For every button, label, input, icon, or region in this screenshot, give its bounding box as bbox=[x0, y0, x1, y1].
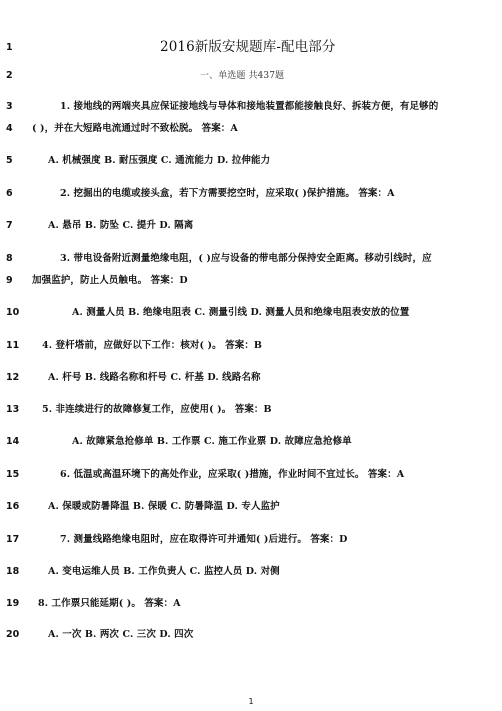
line-7 bbox=[0, 218, 502, 234]
line-12 bbox=[0, 370, 502, 386]
line-number: 16 bbox=[6, 501, 20, 512]
line-number: 4 bbox=[6, 123, 13, 134]
line-number: 3 bbox=[6, 101, 13, 112]
line-number: 18 bbox=[6, 566, 20, 577]
answer-options: A. 一次 B. 两次 C. 三次 D. 四次 bbox=[48, 629, 194, 640]
question-text-cont: 加强监护，防止人员触电。 答案：D bbox=[32, 275, 188, 286]
line-number: 6 bbox=[6, 188, 13, 199]
line-20 bbox=[0, 627, 502, 643]
line-number: 14 bbox=[6, 436, 20, 447]
line-number: 8 bbox=[6, 253, 13, 264]
question-text: 8. 工作票只能延期( )。 答案：A bbox=[38, 598, 181, 609]
question-text: 5. 非连续进行的故障修复工作，应使用( )。 答案：B bbox=[42, 404, 272, 415]
question-text: 7. 测量线路绝缘电阻时，应在取得许可并通知( )后进行。 答案：D bbox=[60, 534, 348, 545]
line-number: 19 bbox=[6, 598, 20, 609]
line-16 bbox=[0, 499, 502, 515]
line-13 bbox=[0, 402, 502, 418]
answer-options: A. 悬吊 B. 防坠 C. 提升 D. 隔离 bbox=[48, 220, 194, 231]
answer-options: A. 测量人员 B. 绝缘电阻表 C. 测量引线 D. 测量人员和绝缘电阻表安放的位置 bbox=[72, 307, 410, 318]
line-18 bbox=[0, 564, 502, 580]
line-number: 11 bbox=[6, 340, 20, 351]
line-4 bbox=[0, 121, 502, 137]
line-number: 10 bbox=[6, 307, 20, 318]
line-17 bbox=[0, 532, 502, 548]
line-number: 13 bbox=[6, 404, 20, 415]
line-5 bbox=[0, 153, 502, 169]
line-3 bbox=[0, 99, 502, 115]
line-14 bbox=[0, 434, 502, 450]
question-text: 3. 带电设备附近测量绝缘电阻，( )应与设备的带电部分保持安全距离。移动引线时，应 bbox=[60, 253, 432, 264]
line-8 bbox=[0, 251, 502, 267]
answer-options: A. 机械强度 B. 耐压强度 C. 通流能力 D. 拉伸能力 bbox=[48, 155, 271, 166]
line-6 bbox=[0, 186, 502, 202]
answer-options: A. 变电运维人员 B. 工作负责人 C. 监控人员 D. 对侧 bbox=[48, 566, 280, 577]
line-15 bbox=[0, 467, 502, 483]
question-text: 6. 低温或高温环境下的高处作业，应采取( )措施，作业时间不宜过长。 答案：A bbox=[60, 469, 405, 480]
answer-options: A. 故障紧急抢修单 B. 工作票 C. 施工作业票 D. 故障应急抢修单 bbox=[72, 436, 352, 447]
line-2 bbox=[0, 68, 502, 84]
line-19 bbox=[0, 596, 502, 612]
page-number-footer: 1 bbox=[248, 697, 254, 706]
document-title: 2016新版安规题库-配电部分 bbox=[160, 39, 336, 55]
question-text: 4. 登杆塔前，应做好以下工作：核对( )。 答案：B bbox=[42, 340, 263, 351]
line-number: 2 bbox=[6, 70, 13, 81]
line-number: 5 bbox=[6, 155, 13, 166]
line-number: 20 bbox=[6, 629, 20, 640]
line-number: 17 bbox=[6, 534, 20, 545]
line-1 bbox=[0, 40, 502, 56]
line-number: 15 bbox=[6, 469, 20, 480]
line-9 bbox=[0, 273, 502, 289]
question-text: 1. 接地线的两端夹具应保证接地线与导体和接地装置都能接触良好、拆装方便，有足够的 bbox=[60, 101, 439, 112]
answer-options: A. 保暖或防暑降温 B. 保暖 C. 防暑降温 D. 专人监护 bbox=[48, 501, 280, 512]
question-text-cont: ( )，并在大短路电流通过时不致松脱。 答案：A bbox=[32, 123, 238, 134]
line-number: 9 bbox=[6, 275, 13, 286]
line-number: 1 bbox=[6, 42, 13, 53]
line-10 bbox=[0, 305, 502, 321]
section-subtitle: 一、单选题 共437题 bbox=[200, 71, 285, 81]
answer-options: A. 杆号 B. 线路名称和杆号 C. 杆基 D. 线路名称 bbox=[48, 372, 261, 383]
line-number: 12 bbox=[6, 372, 20, 383]
line-11 bbox=[0, 338, 502, 354]
line-number: 7 bbox=[6, 220, 13, 231]
question-text: 2. 挖掘出的电缆或接头盒，若下方需要挖空时，应采取( )保护措施。 答案：A bbox=[60, 188, 395, 199]
